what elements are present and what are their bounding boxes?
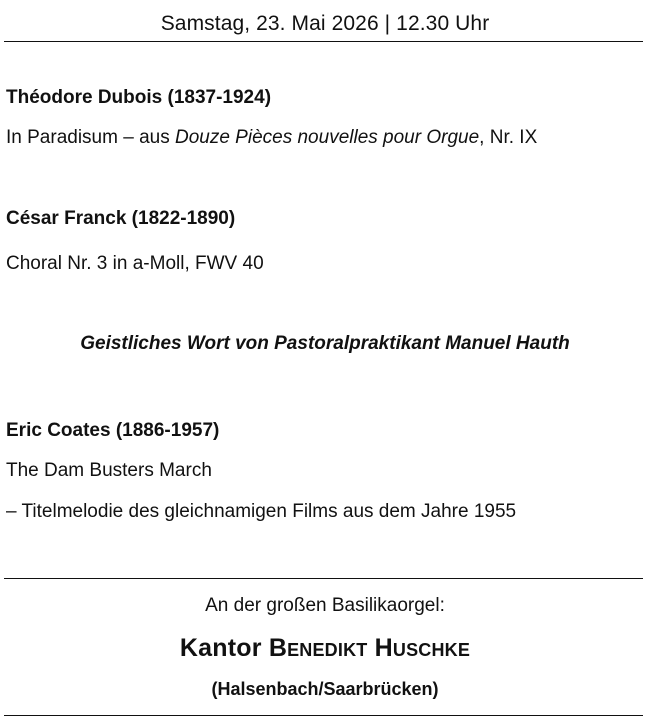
top-divider	[4, 41, 643, 42]
performer-fullname: Benedikt Huschke	[268, 634, 471, 662]
performer-title: Kantor	[179, 634, 262, 662]
performer-location: (Halsenbach/Saarbrücken)	[211, 679, 439, 699]
composer-franck: César Franck (1822-1890)	[6, 208, 236, 229]
concert-date: Samstag, 23. Mai 2026 | 12.30 Uhr	[160, 12, 490, 35]
middle-divider	[4, 578, 643, 579]
work-dubois	[6, 127, 537, 149]
performer-name	[0, 634, 650, 663]
spoken-word-line: Geistliches Wort von Pastoralpraktikant Manuel Hauth	[80, 333, 570, 354]
work-coates-note: – Titelmelodie des gleichnamigen Films aus dem Jahre 1955	[6, 501, 517, 522]
bottom-divider	[4, 715, 643, 716]
work-dubois-collection: Douze Pièces nouvelles pour Orgue	[174, 127, 480, 148]
work-dubois-suffix: , Nr. IX	[479, 127, 538, 148]
composer-dubois: Théodore Dubois (1837-1924)	[6, 87, 272, 108]
work-coates: The Dam Busters March	[6, 460, 212, 481]
composer-coates: Eric Coates (1886-1957)	[6, 420, 220, 441]
work-dubois-prefix: In Paradisum – aus	[6, 127, 175, 148]
work-franck: Choral Nr. 3 in a-Moll, FWV 40	[6, 253, 264, 274]
performer-intro: An der großen Basilikaorgel:	[205, 595, 445, 616]
